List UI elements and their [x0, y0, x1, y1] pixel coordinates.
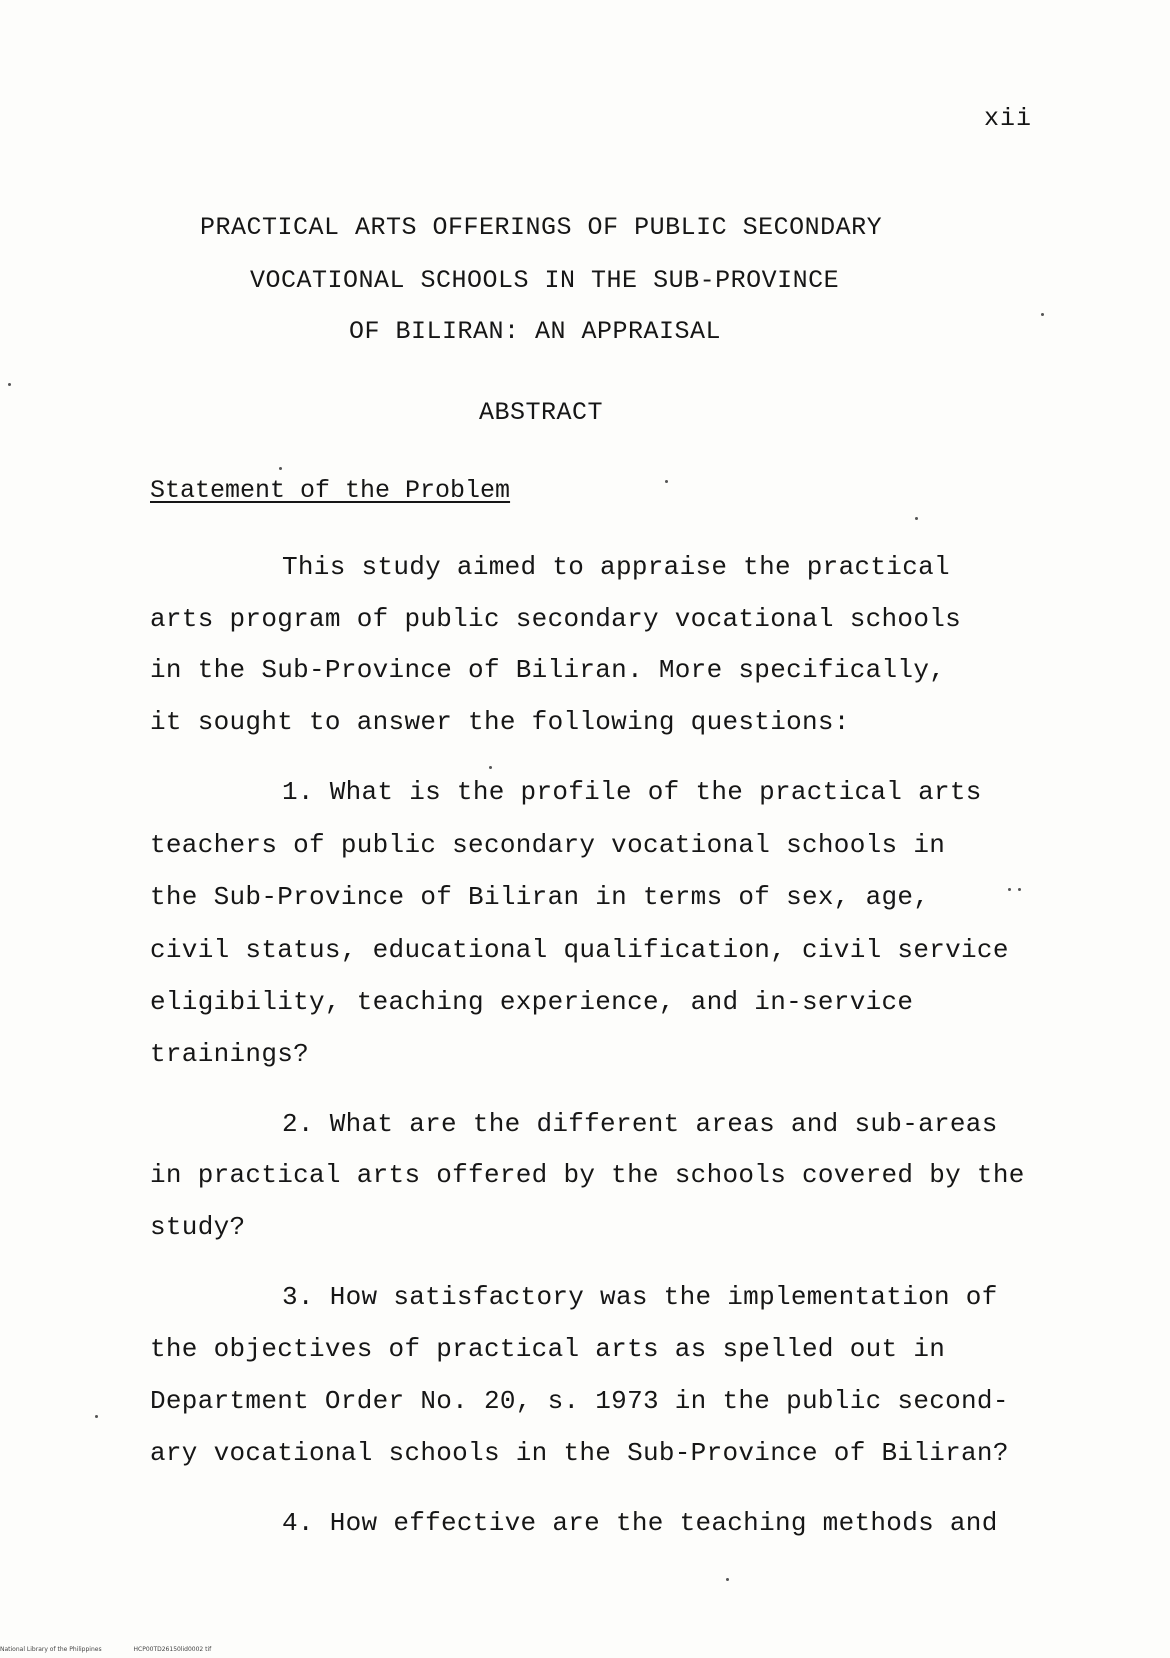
page-number: xii	[984, 104, 1033, 133]
footer-code: HCP00TD26150lid0002 tif	[133, 1646, 212, 1653]
question-line: 4. How effective are the teaching methods and	[282, 1508, 998, 1538]
scan-footer	[0, 1646, 241, 1653]
section-heading: Statement of the Problem	[150, 476, 511, 505]
paragraph-line: in the Sub-Province of Biliran. More specifically,	[150, 655, 946, 685]
scan-speck	[1041, 313, 1044, 316]
scan-speck	[279, 467, 282, 470]
paragraph-line: This study aimed to appraise the practical	[282, 552, 950, 582]
question-line: the Sub-Province of Biliran in terms of sex, age,	[150, 882, 930, 912]
title-line-3: OF BILIRAN: AN APPRAISAL	[349, 317, 722, 346]
title-line-2: VOCATIONAL SCHOOLS IN THE SUB-PROVINCE	[250, 266, 840, 295]
question-line: study?	[150, 1212, 246, 1242]
question-line: the objectives of practical arts as spelled out in	[150, 1334, 946, 1364]
paragraph-line: it sought to answer the following questions:	[150, 707, 850, 737]
question-line: civil status, educational qualification, civil service	[150, 935, 1009, 965]
question-line: 3. How satisfactory was the implementation of	[282, 1282, 998, 1312]
scan-speck	[915, 517, 918, 520]
title-line-1: PRACTICAL ARTS OFFERINGS OF PUBLIC SECONDARY	[200, 213, 883, 242]
question-line: teachers of public secondary vocational schools in	[150, 830, 946, 860]
question-line: Department Order No. 20, s. 1973 in the public second-	[150, 1386, 1009, 1416]
question-line: 2. What are the different areas and sub-areas	[282, 1109, 998, 1139]
scan-speck	[489, 766, 492, 769]
footer-library: National Library of the Philippines	[0, 1646, 102, 1653]
abstract-heading: ABSTRACT	[479, 398, 604, 427]
question-line: in practical arts offered by the schools covered by the	[150, 1160, 1025, 1190]
scan-speck	[665, 480, 668, 483]
scan-speck	[726, 1578, 729, 1581]
question-line: trainings?	[150, 1039, 310, 1069]
question-line: ary vocational schools in the Sub-Province of Biliran?	[150, 1438, 1009, 1468]
scan-speck	[1018, 888, 1021, 891]
question-line: eligibility, teaching experience, and in-service	[150, 987, 914, 1017]
scan-speck	[8, 383, 11, 386]
scan-speck	[95, 1415, 98, 1418]
paragraph-line: arts program of public secondary vocational schools	[150, 604, 962, 634]
scan-speck	[1008, 888, 1011, 891]
question-line: 1. What is the profile of the practical arts	[282, 777, 982, 807]
